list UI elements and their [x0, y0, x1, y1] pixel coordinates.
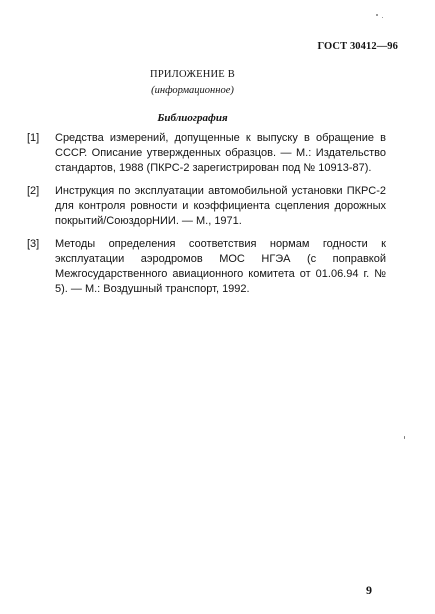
bibliography-item-text: Инструкция по эксплуатации автомобильной установки ПКРС-2 для контроля ровности и коэффициента сцепления дорожных покрытий/СоюздорНИИ. — М., 1971. — [55, 185, 386, 227]
bibliography-title: Библиография — [157, 112, 228, 124]
bibliography-list — [27, 131, 386, 305]
bibliography-item — [27, 184, 386, 229]
bibliography-item — [27, 131, 386, 176]
scan-speck — [382, 17, 383, 18]
bibliography-item — [27, 237, 386, 297]
appendix-subtitle: (информационное) — [151, 85, 234, 96]
bibliography-item-number: [3] — [27, 238, 40, 250]
scan-speck — [404, 436, 405, 439]
document-code: ГОСТ 30412—96 — [317, 41, 398, 52]
bibliography-item-number: [2] — [27, 185, 40, 197]
bibliography-item-text: Методы определения соответствия нормам годности к эксплуатации аэродромов МОС НГЭА (с поправкой Межгосударственного авиационного комитета от 01.06.94 г. № 5). — М.: Воздушный транспорт, 1992. — [55, 238, 386, 295]
appendix-title: ПРИЛОЖЕНИЕ В — [150, 69, 235, 80]
bibliography-item-text: Средства измерений, допущенные к выпуску в обращение в СССР. Описание утвержденных образцов. — М.: Издательство стандартов, 1988 (ПКРС-2 зарегистрирован под № 10913-87). — [55, 132, 386, 174]
page-number: 9 — [366, 583, 372, 597]
bibliography-item-number: [1] — [27, 132, 40, 144]
scan-speck — [376, 14, 378, 16]
